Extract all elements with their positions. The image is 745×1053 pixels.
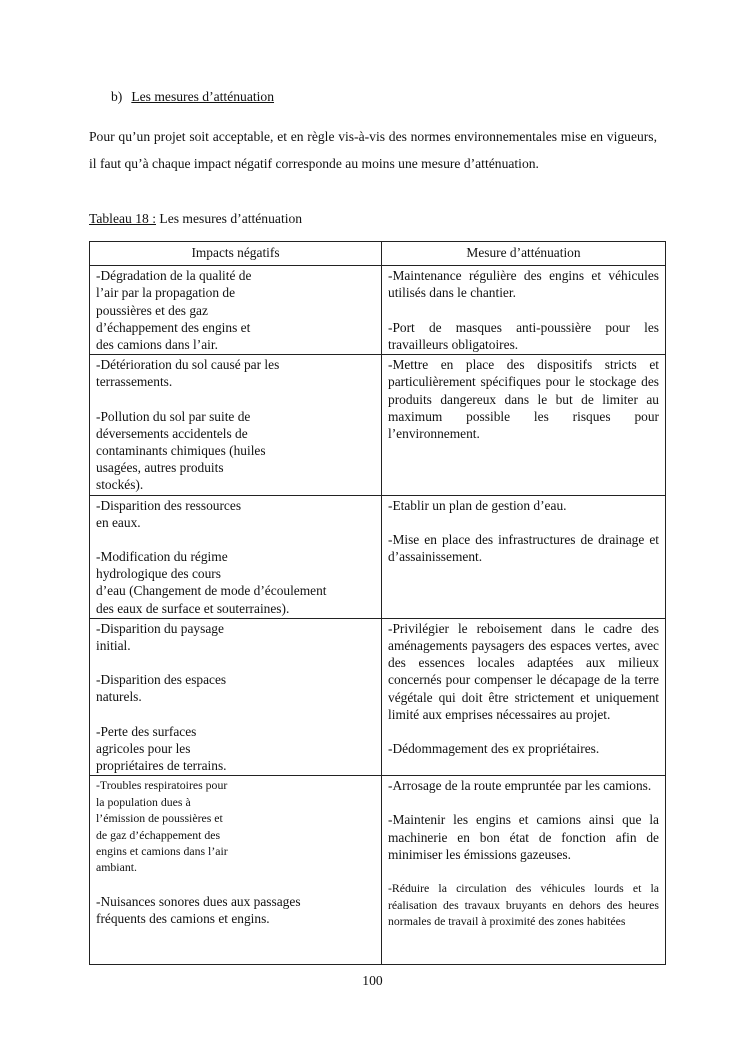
impact-text: -Pollution du sol par suite de déversements accidentels de contaminants chimiques (huiles usagées, autres produits stockés). <box>96 408 266 493</box>
impact-text: -Disparition des ressources en eaux. <box>96 497 242 530</box>
page-number: 100 <box>362 973 383 988</box>
mitigation-table <box>89 241 666 965</box>
section-title: Les mesures d’atténuation <box>131 89 275 104</box>
table-caption-label: Tableau 18 : <box>89 211 156 226</box>
table-row <box>90 495 666 618</box>
impacts-cell <box>90 355 382 495</box>
mesure-text: -Mettre en place des dispositifs stricts et particulièrement spécifiques pour le stockage des produits dangereux dans le but de limiter au maximum possible les risques pour l’environnement. <box>388 357 659 442</box>
impacts-cell <box>90 776 382 965</box>
impact-text: -Dégradation de la qualité de l’air par la propagation de poussières et des gaz d’échappement des engins et des camions dans l’air. <box>96 268 252 353</box>
impacts-cell <box>90 495 382 618</box>
table-caption-text: Les mesures d’atténuation <box>156 211 303 226</box>
impact-text: -Troubles respiratoires pour la population dues à l’émission de poussières et de gaz d’échappement des engins et camions dans l’air ambiant. <box>96 778 228 875</box>
impact-text: -Disparition du paysage initial. <box>96 620 224 654</box>
mesure-text: -Mise en place des infrastructures de drainage et d’assainissement. <box>388 531 659 565</box>
impact-text: -Disparition des espaces naturels. <box>96 672 227 705</box>
table-row <box>90 776 666 965</box>
mesure-text: -Maintenir les engins et camions ainsi que la machinerie en bon état de fonction afin de minimiser les émissions gazeuses. <box>388 812 659 862</box>
section-marker: b) <box>111 89 123 104</box>
intro-paragraph: Pour qu’un projet soit acceptable, et en règle vis-à-vis des normes environnementales mise en vigueurs, il faut qu’à chaque impact négatif corresponde au moins une mesure d’atténuation. <box>89 129 657 171</box>
impact-text: -Perte des surfaces agricoles pour les propriétaires de terrains. <box>96 723 227 774</box>
mesures-cell <box>382 355 666 495</box>
mesures-cell <box>382 618 666 775</box>
table-header-row <box>90 242 666 266</box>
mesure-text: -Etablir un plan de gestion d’eau. <box>388 497 567 513</box>
header-impacts: Impacts négatifs <box>90 242 382 266</box>
mesures-cell <box>382 266 666 355</box>
impact-text: -Modification du régime hydrologique des cours d’eau (Changement de mode d’écoulement des eaux de surface et souterraines). <box>96 549 327 616</box>
mesures-cell <box>382 495 666 618</box>
mesure-text: -Arrosage de la route empruntée par les camions. <box>388 778 652 794</box>
mesures-cell <box>382 776 666 965</box>
table-caption <box>89 211 302 227</box>
impact-text: -Détérioration du sol causé par les terrassements. <box>96 357 280 390</box>
header-mesures: Mesure d’atténuation <box>382 242 666 266</box>
impacts-cell <box>90 618 382 775</box>
mesure-text: -Réduire la circulation des véhicules lourds et la réalisation des travaux bruyants en dehors des heures normales de travail à proximité des zones habitées <box>388 881 659 928</box>
impact-text: -Nuisances sonores dues aux passages fréquents des camions et engins. <box>96 893 301 926</box>
table-row <box>90 618 666 775</box>
table-row <box>90 355 666 495</box>
impacts-cell <box>90 266 382 355</box>
mesure-text: -Port de masques anti-poussière pour les travailleurs obligatoires. <box>388 319 659 352</box>
table-row <box>90 266 666 355</box>
section-heading <box>111 89 274 105</box>
mesure-text: -Maintenance régulière des engins et véhicules utilisés dans le chantier. <box>388 268 659 301</box>
mesure-text: -Dédommagement des ex propriétaires. <box>388 741 600 757</box>
mesure-text: -Privilégier le reboisement dans le cadre des aménagements paysagers des espaces vertes, avec des essences locales adaptées aux milieux concernés pour compenser le décapage de la terre végétale qui doit être strictement et uniquement limité aux emprises nécessaires au projet. <box>388 620 659 722</box>
